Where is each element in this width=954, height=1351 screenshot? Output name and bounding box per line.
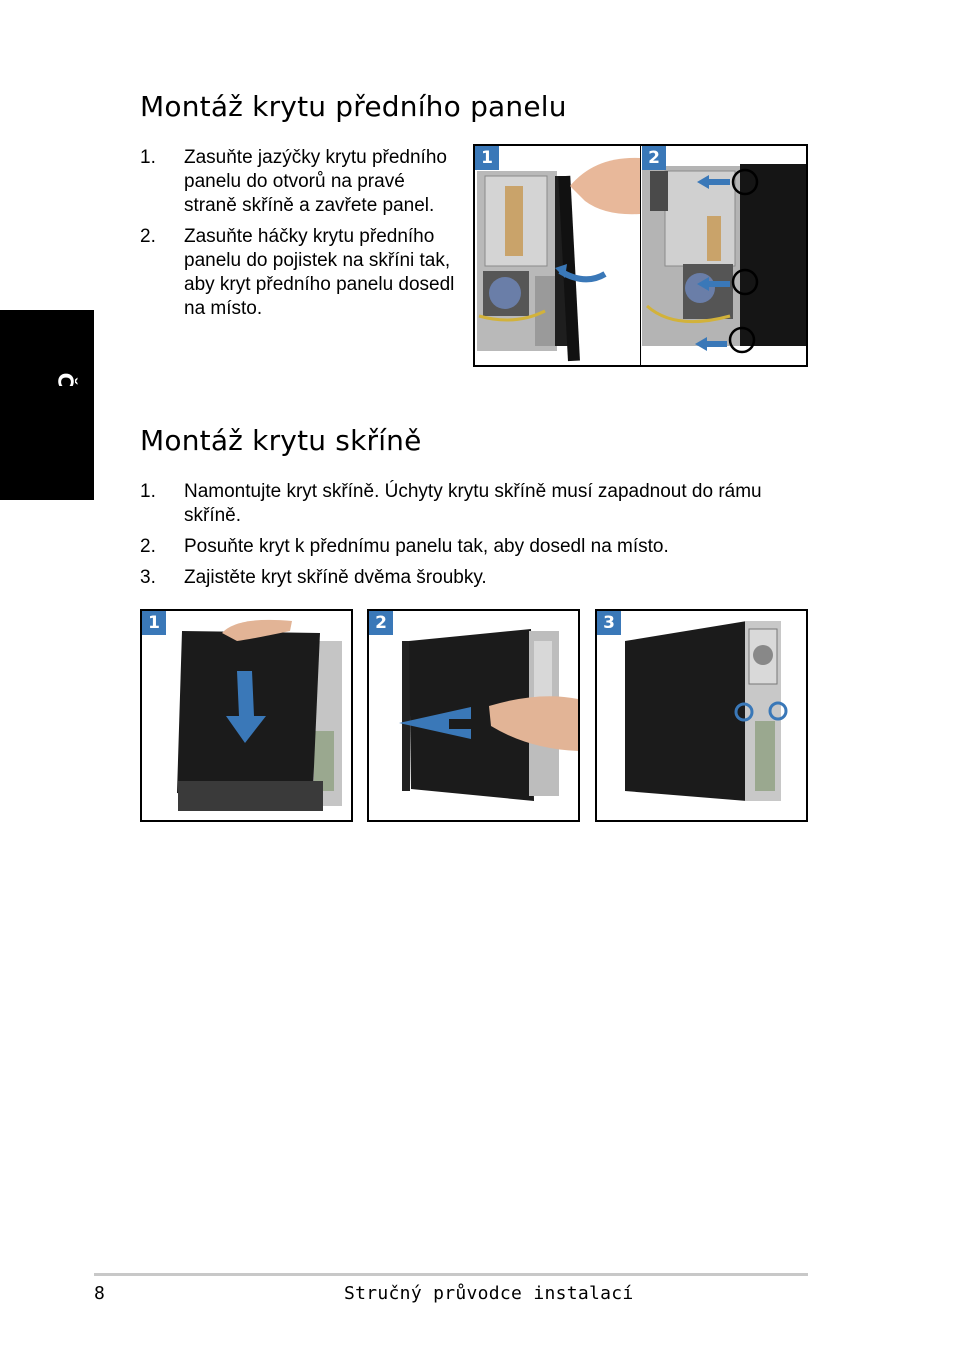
figure-badge-2: 2 bbox=[369, 611, 393, 635]
chassis-illustration-2 bbox=[369, 611, 578, 820]
figure-badge-1: 1 bbox=[142, 611, 166, 635]
front-panel-steps bbox=[140, 146, 460, 328]
chassis-cover-steps bbox=[140, 480, 810, 597]
list-item: 3. Zajistěte kryt skříně dvěma šroubky. bbox=[140, 567, 487, 588]
list-item: 2. Posuňte kryt k přednímu panelu tak, aby dosedl na místo. bbox=[140, 536, 669, 557]
section-title-front-panel: Montáž krytu předního panelu bbox=[140, 90, 567, 123]
section-title-chassis-cover: Montáž krytu skříně bbox=[140, 424, 422, 457]
list-item: 1. Zasuňte jazýčky krytu předního panelu do otvorů na pravé straně skříně a zavřete panel. bbox=[140, 147, 447, 216]
page-number: 8 bbox=[94, 1283, 105, 1304]
front-panel-figure bbox=[473, 144, 808, 367]
footer-divider bbox=[94, 1273, 808, 1276]
chassis-figure-3 bbox=[595, 609, 808, 822]
chassis-figure-2 bbox=[367, 609, 580, 822]
chassis-figure-1 bbox=[140, 609, 353, 822]
footer-title: Stručný průvodce instalací bbox=[344, 1283, 634, 1304]
language-tab bbox=[0, 310, 94, 500]
list-item: 1. Namontujte kryt skříně. Úchyty krytu skříně musí zapadnout do rámu skříně. bbox=[140, 481, 762, 526]
figure-badge-3: 3 bbox=[597, 611, 621, 635]
list-item: 2. Zasuňte háčky krytu předního panelu do pojistek na skříni tak, aby kryt předního panelu dosedl na místo. bbox=[140, 226, 455, 319]
front-panel-illustration bbox=[475, 146, 806, 365]
chassis-illustration-1 bbox=[142, 611, 351, 820]
figure-badge-2: 2 bbox=[642, 146, 666, 170]
chassis-illustration-3 bbox=[597, 611, 806, 820]
figure-badge-1: 1 bbox=[475, 146, 499, 170]
language-tab-label: Č bbox=[53, 372, 78, 388]
